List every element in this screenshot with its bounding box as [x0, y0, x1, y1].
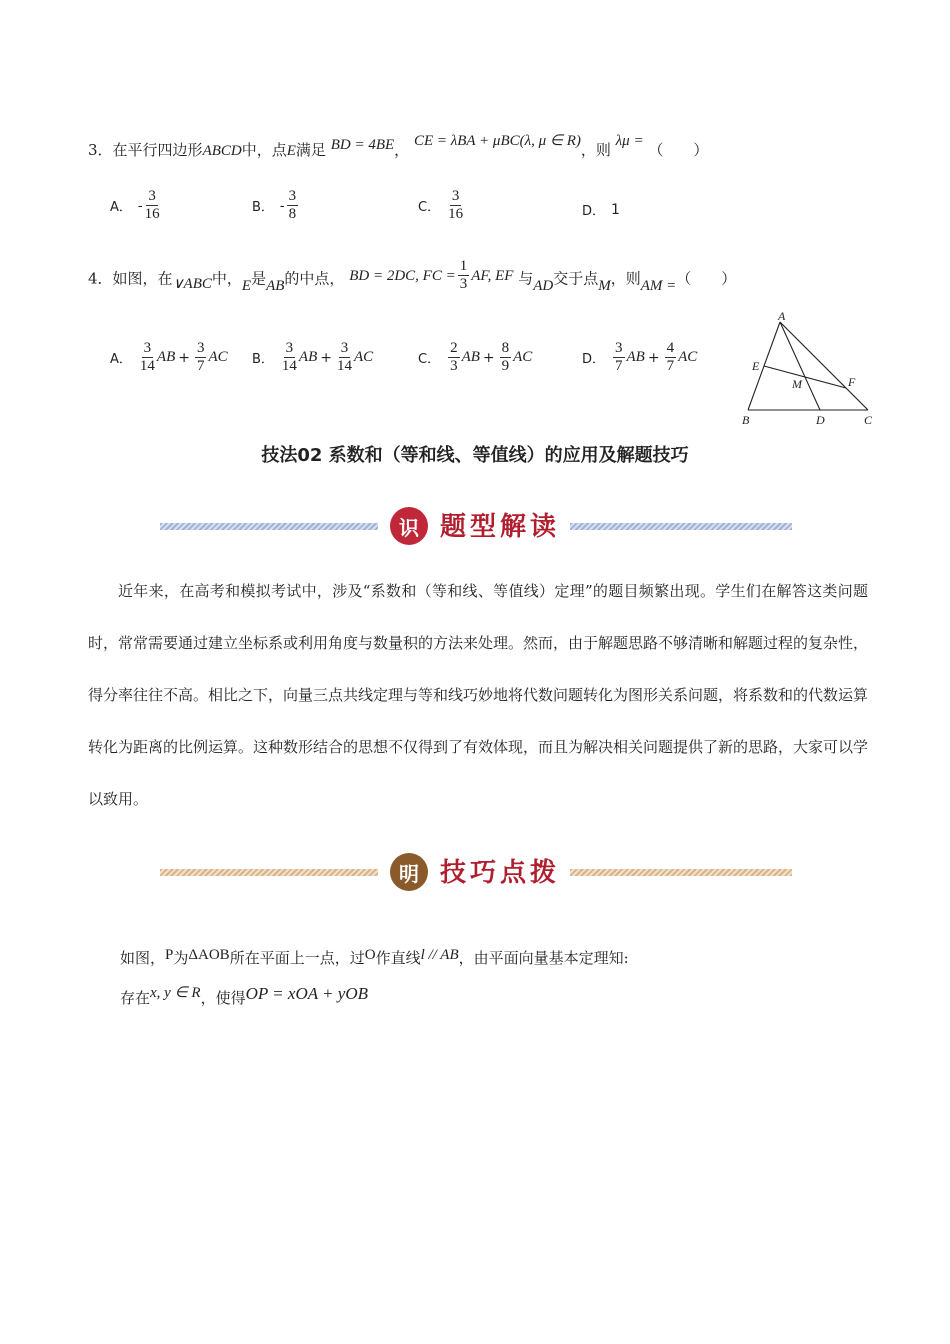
q4-option-b[interactable]: B． $\frac{3}{14}$ AB + $\frac{3}{14}$ AC	[252, 340, 374, 374]
band-1-right-line	[570, 523, 792, 530]
q3-option-b[interactable]: B． - $\frac{3}{8}$	[252, 188, 297, 222]
q4-option-c[interactable]: C． $\frac{2}{3}$ AB + $\frac{8}{9}$ AC	[418, 340, 533, 374]
q3-option-a[interactable]: A． - $\frac{3}{16}$	[110, 188, 160, 222]
question-4-stem: 4．如图，在∨ABC中，E是AB的中点， BD = 2DC, FC = $\frac{1}{3}$ AF, EF 与AD交于点M，则AM =（ ）	[88, 258, 737, 294]
label-m: M	[792, 377, 802, 391]
tip-line-1: 如图，P为ΔAOB所在平面上一点，过O作直线l // AB，由平面向量基本定理知:	[120, 947, 629, 967]
intro-paragraph: 近年来，在高考和模拟考试中，涉及“系数和（等和线、等值线）定理”的题目频繁出现。学生们在解答这类问题时，常常需要通过建立坐标系或利用角度与数量积的方法来处理。然而，由于解题思路不够清晰和解题过程的复杂性，得分率往往不高。相比之下，向量三点共线定理与等和线巧妙地将代数问题转化为图形关系问题，将系数和的代数运算转化为距离的比例运算。这种数形结合的思想不仅得到了有效体现，而且为解决相关问题提供了新的思路，大家可以学以致用。	[88, 582, 869, 808]
answer-bracket: （ ）	[676, 269, 737, 288]
lambda-mu-expr: λμ =	[615, 133, 644, 149]
fraction: $\frac{3}{8}$	[288, 188, 297, 222]
fraction: $\frac{3}{16}$	[144, 188, 160, 222]
seal-icon: 明	[390, 853, 428, 891]
q3-option-c[interactable]: C． $\frac{3}{16}$	[418, 188, 464, 222]
question-number: 3．	[88, 141, 113, 159]
segment-ef	[764, 366, 846, 388]
fraction: $\frac{3}{16}$	[448, 188, 464, 222]
condition-q4: BD = 2DC, FC = $\frac{1}{3}$ AF, EF	[349, 258, 514, 292]
label-c: C	[864, 413, 873, 426]
band-1-heading: 题型解读	[440, 512, 561, 542]
answer-bracket: （ ）	[648, 141, 709, 159]
q3-option-d[interactable]: D． 1	[582, 201, 620, 219]
band-2-heading: 技巧点拨	[440, 858, 561, 888]
tip-line-2: 存在x, y ∈ R，使得OP = xOA + yOB	[120, 984, 368, 1007]
q4-option-a[interactable]: A． $\frac{3}{14}$ AB + $\frac{3}{7}$ AC	[110, 340, 228, 374]
q4-option-d[interactable]: D． $\frac{3}{7}$ AB + $\frac{4}{7}$ AC	[582, 340, 698, 374]
band-2-right-line	[570, 869, 792, 876]
question-3-stem: 3．在平行四边形ABCD中，点E满足 BD = 4BE， CE = λBA + μBC(λ, μ ∈ R)，则 λμ = （ ）	[88, 133, 709, 159]
vector-equation: OP = xOA + yOB	[245, 984, 368, 1003]
label-f: F	[848, 375, 856, 389]
condition-bd: BD = 4BE	[330, 137, 395, 153]
section-title: 技法02 系数和（等和线、等值线）的应用及解题技巧	[261, 445, 689, 466]
label-d: D	[816, 413, 825, 426]
question-number: 4．	[88, 269, 113, 288]
label-a: A	[778, 309, 786, 323]
band-1-left-line	[160, 523, 378, 530]
band-2-left-line	[160, 869, 378, 876]
condition-ce: CE = λBA + μBC(λ, μ ∈ R)	[413, 133, 581, 149]
triangle-figure	[740, 308, 880, 426]
side-ac	[780, 322, 868, 410]
label-b: B	[742, 413, 750, 426]
seal-icon: 识	[390, 507, 428, 545]
label-e: E	[752, 359, 760, 373]
segment-ad	[780, 322, 820, 410]
